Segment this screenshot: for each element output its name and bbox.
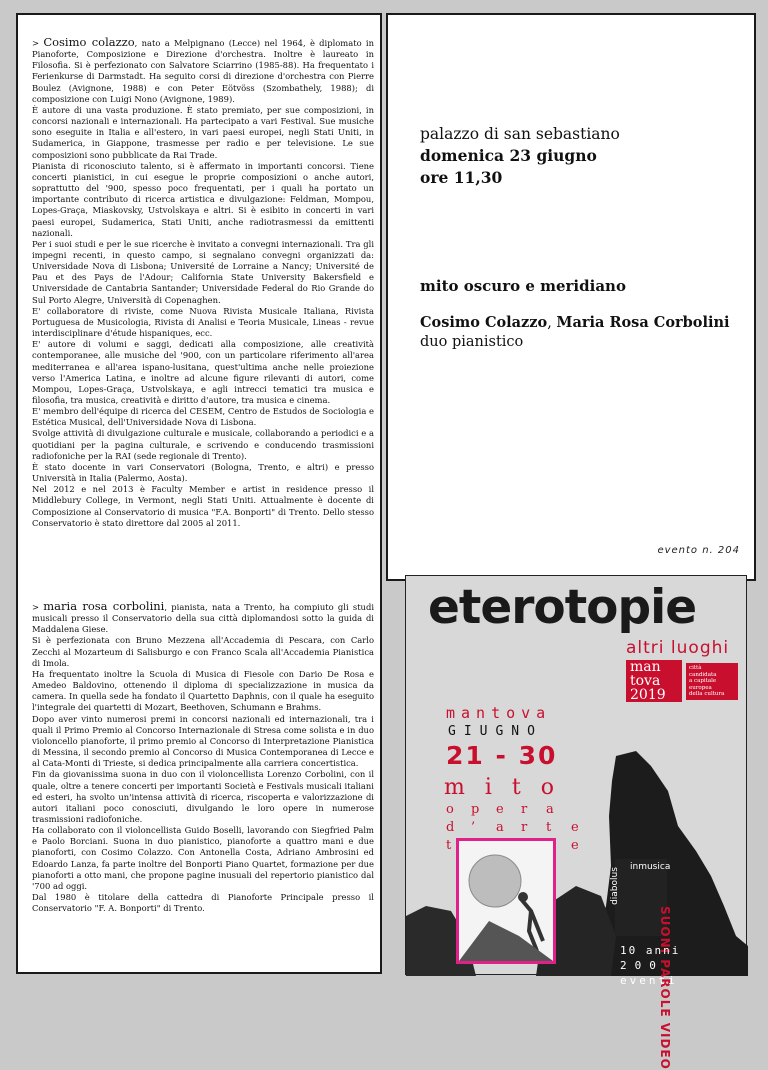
performer-1: Cosimo Colazzo bbox=[420, 314, 548, 331]
bio2-paragraph: , pianista, nata a Trento, ha compiuto gli studi musicali presso il Conservatorio della sua città diplomandosi sotto la guida di Maddalena Giese. bbox=[32, 602, 374, 635]
diabolus-label: diabolus bbox=[609, 867, 620, 905]
events-label: eventi bbox=[620, 974, 678, 987]
bio-maria-rosa-corbolini: > maria rosa corbolini, pianista, nata a Trento, ha compiuto gli studi musicali presso il Conservatorio della sua città diplomandosi sotto la guida di Maddalena Giese. Si è perfezionata con Bruno Mezzena all'Accademia di Pescara, con Carlo Zecchi al Mozarteum di Salisburgo e con Franco Scala all'Accademia Pianistica di Imola. Ha frequentato inoltre la Scuola di Musica di Fiesole con Dario De Rosa e Amedeo Baldovino, ottenendo il diploma di specializzazione in musica da camera. In quella sede ha fondato il Quartetto Daphnis, con il quale ha eseguito l'integrale dei quartetti di Mozart, Beethoven, Schumann e Brahms. Dopo aver vinto numerosi premi in concorsi nazionali ed internazionali, tra i quali il Primo Premio al Concorso Internazionale di Stresa come solista e in duo violoncello pianoforte, il primo premio al Concorso di Interpretazione Pianistica di Messina, il secondo premio al Concorso di Musica Contemporanea di Lecce e al Cata-Monti di Trieste, si dedica principalmente alla carriera concertistica. Fin da giovanissima suona in duo con il violoncellista Lorenzo Corbolini, con il quale, oltre a tenere concerti per importanti Società e Festivals musicali italiani ed esteri, ha svolto un'intensa attività di ricerca, riscoperta e valorizzazione di autori italiani poco conosciuti, divulgando le loro opere in numerose trasmissioni radiofoniche. Ha collaborato con il violoncellista Guido Boselli, lavorando con Siegfried Palm e Paolo Borciani. Suona in duo pianistico, pianoforte a quattro mani e due pianoforti, con Cosimo Colazzo. Con Antonella Costa, Adriano Ambrosini ed Edoardo Lanza, fa parte inoltre del Bonporti Piano Quartet, formazione per due pianoforti a otto mani, che propone pagine inusuali del repertorio pianistico dal '700 ad oggi. Dal 1980 è titolare della cattedra di Pianoforte Principale presso il Conservatorio "F. A. Bonporti" di Trento. bbox=[32, 599, 374, 914]
festival-subtitle: altri luoghi bbox=[626, 638, 730, 658]
bio2-paragraph: Ha frequentato inoltre la Scuola di Musica di Fiesole con Dario De Rosa e Amedeo Baldovino, ottenendo il diploma di specializzazione in musica da camera. In quella sede ha fondato il Quartetto Daphnis, con il quale ha eseguito l'integrale dei quartetti di Mozart, Beethoven, Schumann e Brahms. bbox=[32, 668, 374, 713]
poster-mito: mito bbox=[444, 775, 574, 800]
event-panel bbox=[386, 13, 756, 581]
bio2-paragraph: Dal 1980 è titolare della cattedra di Pianoforte Principale presso il Conservatorio "F. A. Bonporti" di Trento. bbox=[32, 892, 374, 914]
mantova-2019-logo: man tova 2019 bbox=[626, 660, 682, 702]
poster-city: mantova bbox=[446, 704, 552, 722]
ensemble-type: duo pianistico bbox=[420, 334, 524, 350]
event-time: ore 11,30 bbox=[420, 168, 503, 187]
poster-darte: d ’ a r t e bbox=[446, 820, 579, 835]
festival-poster bbox=[405, 575, 747, 1070]
poster-totale: t e bbox=[446, 838, 579, 853]
biography-panel bbox=[16, 13, 382, 974]
bio1-paragraph: È autore di una vasta produzione. È stato premiato, per sue composizioni, in concorsi nazionali e internazionali. Ha partecipato a vari Festival. Sue musiche sono eseguite in Italia e all'estero, in vari paesi europei, negli Stati Uniti, in Sudamerica, in Giappone, trasmesse per radio e per televisione. Le sue composizioni sono pubblicate da Rai Trade. bbox=[32, 104, 374, 160]
bio1-paragraph: E' collaboratore di riviste, come Nuova Rivista Musicale Italiana, Rivista Portuguesa de Musicologia, Rivista di Analisi e Teoria Musicale, Lineas - revue interdisciplinare d'étude hispaniques, ecc. bbox=[32, 305, 374, 339]
suoni-parole-video: SUONI PAROLE VIDEO bbox=[658, 906, 672, 1070]
performer-2: Maria Rosa Corbolini bbox=[556, 314, 730, 331]
poster-dates: 21 - 30 bbox=[446, 741, 558, 770]
bio2-paragraph: Dopo aver vinto numerosi premi in concorsi nazionali ed internazionali, tra i quali il Primo Premio al Concorso Internazionale di Stresa come solista e in duo violoncello pianoforte, il primo premio al Concorso di Interpretazione Pianistica di Messina, il secondo premio al Concorso di Musica Contemporanea di Lecce e al Cata-Monti di Trieste, si dedica principalmente alla carriera concertistica. bbox=[32, 713, 374, 769]
bio1-name: Cosimo colazzo bbox=[43, 35, 135, 49]
sisyphus-figure-icon bbox=[459, 841, 553, 961]
bio1-paragraph: Per i suoi studi e per le sue ricerche è invitato a convegni internazionali. Tra gli impegni recenti, in questo campo, si segnalano convegni organizzati da: Universidade Nova di Lisbona; Université de Lorraine a Nancy; Université de Pau et des Pays de l'Adour; California State University Bakersfield e Universidade de Cantabria Santander; Universidade Federal do Rio Grande do Sul Porto Alegre, Università di Copenaghen. bbox=[32, 238, 374, 305]
sisyphus-image bbox=[456, 838, 556, 964]
poster-month: GIUGNO bbox=[448, 724, 543, 739]
bio2-paragraph: Fin da giovanissima suona in duo con il violoncellista Lorenzo Corbolini, con il quale, oltre a tenere concerti per importanti Società e Festivals musicali italiani ed esteri, ha svolto un'intensa attività di ricerca, riscoperta e valorizzazione di autori italiani poco conosciuti, divulgando le loro opere in numerose trasmissioni radiofoniche. bbox=[32, 769, 374, 824]
event-count: 200 bbox=[620, 959, 664, 972]
festival-title: eterotopie bbox=[428, 580, 697, 635]
bio2-paragraph: Ha collaborato con il violoncellista Guido Boselli, lavorando con Siegfried Palm e Paolo Borciani. Suona in duo pianistico, pianoforte a quattro mani e due pianoforti, con Cosimo Colazzo. Con Antonella Costa, Adriano Ambrosini ed Edoardo Lanza, fa parte inoltre del Bonporti Piano Quartet, formazione per due pianoforti a otto mani, che propone pagine inusuali del repertorio pianistico dal '700 ad oggi. bbox=[32, 825, 374, 891]
event-number: evento n. 204 bbox=[657, 545, 740, 556]
performer-separator: , bbox=[547, 315, 557, 331]
concert-title: mito oscuro e meridiano bbox=[420, 277, 626, 295]
bio1-paragraph: Pianista di riconosciuto talento, si è affermato in importanti concorsi. Tiene concerti pianistici, in cui esegue le proprie composizioni o anche autori, soprattutto del '900, spesso poco frequentati, per i quali ha portato un importante contributo di ricerca artistica e divulgazione: Feldman, Mompou, Lopes-Graça, Miaskovsky, Ustvolskaya e altri. Si è esibito in concerti in vari paesi europei, Sudamerica, Stati Uniti, anche radiotrasmessi da emittenti nazionali. bbox=[32, 160, 374, 238]
inmusica-label: inmusica bbox=[630, 862, 671, 872]
bio1-paragraph: Nel 2012 e nel 2013 è Faculty Member e artist in residence presso il Middlebury College, in Vermont, negli Stati Uniti. Attualmente è docente di Composizione al Conservatorio di musica "F.A. Bonporti" di Trento. Dello stesso Conservatorio è stato direttore dal 2005 al 2011. bbox=[32, 484, 374, 528]
event-date: domenica 23 giugno bbox=[420, 146, 597, 165]
bio1-paragraph: E' membro dell'équipe di ricerca del CESEM, Centro de Estudos de Sociologia e Estética Musical, dell'Universidade Nova di Lisbona. bbox=[32, 406, 374, 428]
performers-block bbox=[420, 313, 730, 352]
venue-name: palazzo di san sebastiano bbox=[420, 125, 620, 143]
bio1-paragraph: , nato a Melpignano (Lecce) nel 1964, è diplomato in Pianoforte, Composizione e Direzione d'orchestra. Inoltre è laureato in Filosofia. Si è perfezionato con Salvatore Sciarrino (1985-88). Ha frequentato i Ferienkurse di Darmstadt. Ha seguito corsi di direzione d'orchestra con Pierre Boulez (Avignone, 1988) e con Peter Eötvöss (Szombathely, 1988); di composizione con Luigi Nono (Avignone, 1989). bbox=[32, 38, 375, 104]
bio2-name: maria rosa corbolini bbox=[43, 599, 165, 613]
poster-opera: o p e r a bbox=[446, 802, 554, 817]
bio-cosimo-colazzo: > Cosimo colazzo, nato a Melpignano (Lecce) nel 1964, è diplomato in Pianoforte, Composizione e Direzione d'orchestra. Inoltre è laureato in Filosofia. Si è perfezionato con Salvatore Sciarrino (1985-88). Ha frequentato i Ferienkurse di Darmstadt. Ha seguito corsi di direzione d'orchestra con Pierre Boulez (Avignone, 1988) e con Peter Eötvöss (Szombathely, 1988); di composizione con Luigi Nono (Avignone, 1989). È autore di una vasta produzione. È stato premiato, per sue composizioni, in concorsi nazionali e internazionali. Ha partecipato a vari Festival. Sue musiche sono eseguite in Italia e all'estero, in vari paesi europei, negli Stati Uniti, in Sudamerica, in Giappone, trasmesse per radio e per televisione. Le sue composizioni sono pubblicate da Rai Trade. Pianista di riconosciuto talento, si è affermato in importanti concorsi. Tiene concerti pianistici, in cui esegue le proprie composizioni o anche autori, soprattutto del '900, spesso poco frequentati, per i quali ha portato un importante contributo di ricerca artistica e divulgazione: Feldman, Mompou, Lopes-Graça, Miaskovsky, Ustvolskaya e altri. Si è esibito in concerti in vari paesi europei, Sudamerica, Stati Uniti, anche radiotrasmessi da emittenti nazionali. Per i suoi studi e per le sue ricerche è invitato a convegni internazionali. Tra gli impegni recenti, in questo campo, si segnalano convegni organizzati da: Universidade Nova di Lisbona; Université de Lorraine a Nancy; Université de Pau et des Pays de l'Adour; California State University Bakersfield e Universidade de Cantabria Santander; Universidade Federal do Rio Grande do Sul Porto Alegre, Università di Copenaghen. E' collaboratore di riviste, come Nuova Rivista Musicale Italiana, Rivista Portuguesa de Musicologia, Rivista di Analisi e Teoria Musicale, Lineas - revue interdisciplinare d'étude hispaniques, ecc. E' autore di volumi e saggi, dedicati alla composizione, alle creatività contemporanee, alle musiche del '900, con un particolare riferimento all'area mediterranea e all'area ispano-lusitana, quest'ultima anche nelle proiezione verso l'America Latina, e inoltre ad alcune figure rilevanti di autori, come Mompou, Lopes-Graça, Ustvolskaya, e agli intrecci tematici tra musica e filosofia, tra musica, creatività e diritto d'autore, tra musica e cinema. E' membro dell'équipe di ricerca del CESEM, Centro de Estudos de Sociologia e Estética Musical, dell'Universidade Nova di Lisbona. Svolge attività di divulgazione culturale e musicale, collaborando a periodici e a quotidiani per la pagina culturale, e scrivendo e conducendo trasmissioni radiofoniche per la RAI (sede regionale di Trento). È stato docente in vari Conservatori (Bologna, Trento, e altri) e presso Università in Italia (Palermo, Aosta). Nel 2012 e nel 2013 è Faculty Member e artist in residence presso il Middlebury College, in Vermont, negli Stati Uniti. Attualmente è docente di Composizione al Conservatorio di musica "F.A. Bonporti" di Trento. Dello stesso Conservatorio è stato direttore dal 2005 al 2011. bbox=[32, 35, 375, 528]
bio1-paragraph: E' autore di volumi e saggi, dedicati alla composizione, alle creatività contemporanee, alle musiche del '900, con un particolare riferimento all'area mediterranea e all'area ispano-lusitana, quest'ultima anche nelle proiezione verso l'America Latina, e inoltre ad alcune figure rilevanti di autori, come Mompou, Lopes-Graça, Ustvolskaya, e agli intrecci tematici tra musica e filosofia, tra musica, creatività e diritto d'autore, tra musica e cinema. bbox=[32, 339, 374, 405]
anniversary-years: 10 anni bbox=[620, 944, 681, 957]
bio1-paragraph: È stato docente in vari Conservatori (Bologna, Trento, e altri) e presso Università in Italia (Palermo, Aosta). bbox=[32, 461, 374, 484]
event-venue-block bbox=[420, 123, 620, 189]
capital-candidate-label: città candidata a capitale europea della cultura bbox=[686, 663, 738, 700]
bio2-paragraph: Si è perfezionata con Bruno Mezzena all'Accademia di Pescara, con Carlo Zecchi al Mozarteum di Salisburgo e con Franco Scala all'Accademia Pianistica di Imola. bbox=[32, 635, 374, 668]
bio1-paragraph: Svolge attività di divulgazione culturale e musicale, collaborando a periodici e a quotidiani per la pagina culturale, e scrivendo e conducendo trasmissioni radiofoniche per la RAI (sede regionale di Trento). bbox=[32, 428, 374, 461]
